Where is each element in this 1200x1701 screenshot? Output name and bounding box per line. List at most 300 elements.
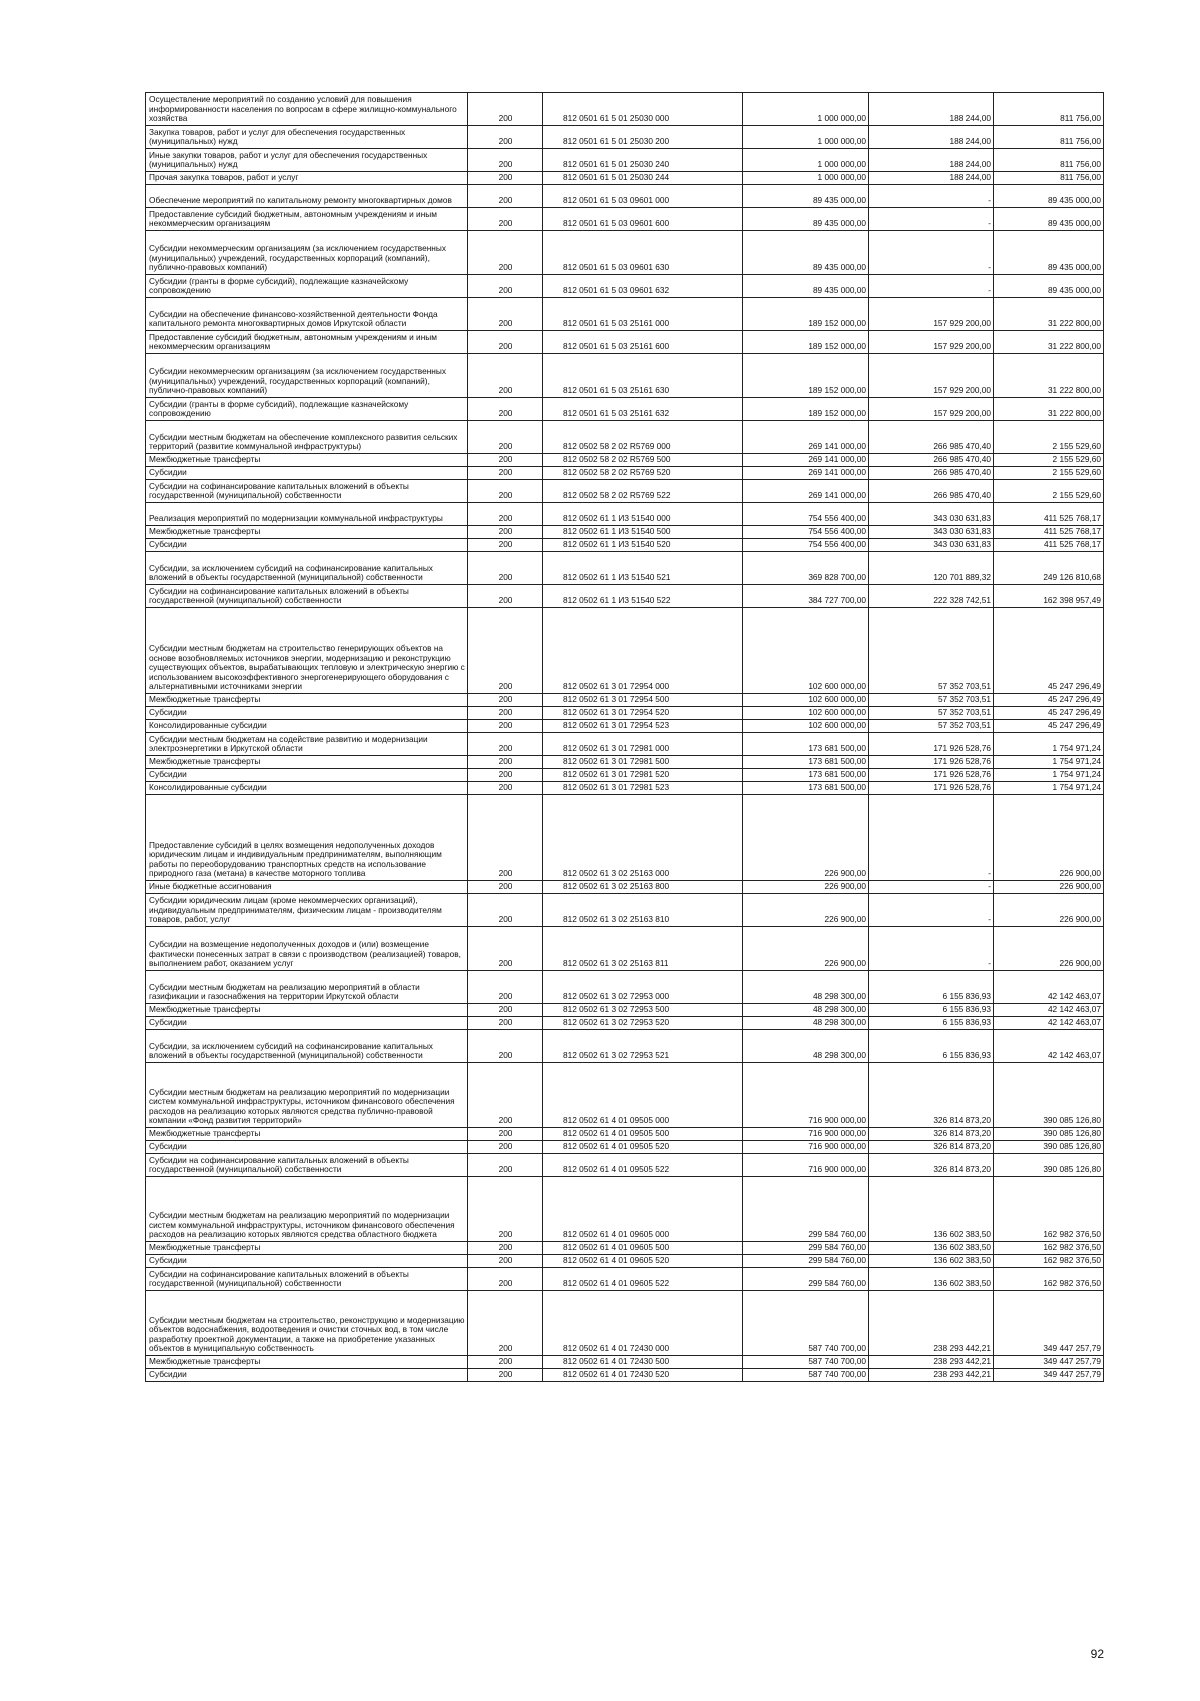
table-row xyxy=(146,733,1104,756)
row-name: Субсидии местным бюджетам на реализацию мероприятий по модернизации систем коммунальной инфраструктуры, источником финансового обеспечения расходов на реализацию которых являются средства областного бюджета xyxy=(146,1177,468,1242)
table-row xyxy=(146,454,1104,467)
row-classification: 812 0502 61 4 01 72430 500 xyxy=(543,1356,743,1369)
row-approved: 299 584 760,00 xyxy=(743,1255,869,1268)
row-classification: 812 0502 58 2 02 R5769 522 xyxy=(543,480,743,503)
row-code: 200 xyxy=(468,795,543,881)
row-approved: 189 152 000,00 xyxy=(743,354,869,398)
row-name: Субсидии на софинансирование капитальных вложений в объекты государственной (муниципальной) собственности xyxy=(146,480,468,503)
row-classification: 812 0502 61 3 01 72954 000 xyxy=(543,608,743,694)
row-approved: 299 584 760,00 xyxy=(743,1268,869,1291)
row-approved: 189 152 000,00 xyxy=(743,298,869,331)
row-approved: 226 900,00 xyxy=(743,927,869,971)
row-approved: 1 000 000,00 xyxy=(743,172,869,185)
row-name: Осуществление мероприятий по созданию условий для повышения информированности населения по вопросам в сфере жилищно-коммунального хозяйства xyxy=(146,93,468,126)
row-executed: 136 602 383,50 xyxy=(869,1268,994,1291)
row-approved: 102 600 000,00 xyxy=(743,608,869,694)
row-name: Обеспечение мероприятий по капитальному ремонту многоквартирных домов xyxy=(146,185,468,208)
table-row xyxy=(146,231,1104,275)
row-name: Субсидии xyxy=(146,769,468,782)
row-executed: 343 030 631,83 xyxy=(869,526,994,539)
row-remainder: 1 754 971,24 xyxy=(994,756,1104,769)
table-row xyxy=(146,354,1104,398)
row-name: Иные закупки товаров, работ и услуг для обеспечения государственных (муниципальных) нужд xyxy=(146,149,468,172)
row-name: Субсидии (гранты в форме субсидий), подлежащие казначейскому сопровождению xyxy=(146,398,468,421)
row-name: Межбюджетные трансферты xyxy=(146,1004,468,1017)
row-approved: 754 556 400,00 xyxy=(743,526,869,539)
row-executed: 238 293 442,21 xyxy=(869,1291,994,1356)
row-classification: 812 0502 61 1 И3 51540 500 xyxy=(543,526,743,539)
row-remainder: 390 085 126,80 xyxy=(994,1141,1104,1154)
row-classification: 812 0502 61 4 01 09605 522 xyxy=(543,1268,743,1291)
row-classification: 812 0502 61 1 И3 51540 522 xyxy=(543,585,743,608)
row-classification: 812 0502 61 4 01 09505 500 xyxy=(543,1128,743,1141)
row-name: Субсидии xyxy=(146,707,468,720)
row-remainder: 2 155 529,60 xyxy=(994,421,1104,454)
row-remainder: 89 435 000,00 xyxy=(994,231,1104,275)
row-approved: 102 600 000,00 xyxy=(743,720,869,733)
table-row xyxy=(146,1017,1104,1030)
row-classification: 812 0502 61 3 01 72981 500 xyxy=(543,756,743,769)
row-remainder: 89 435 000,00 xyxy=(994,275,1104,298)
row-remainder: 226 900,00 xyxy=(994,927,1104,971)
row-code: 200 xyxy=(468,1141,543,1154)
row-approved: 226 900,00 xyxy=(743,881,869,894)
row-classification: 812 0501 61 5 01 25030 244 xyxy=(543,172,743,185)
row-approved: 173 681 500,00 xyxy=(743,769,869,782)
row-executed: 157 929 200,00 xyxy=(869,398,994,421)
row-executed: 326 814 873,20 xyxy=(869,1063,994,1128)
row-name: Субсидии xyxy=(146,467,468,480)
row-remainder: 42 142 463,07 xyxy=(994,1030,1104,1063)
row-name: Субсидии, за исключением субсидий на софинансирование капитальных вложений в объекты государственной (муниципальной) собственности xyxy=(146,1030,468,1063)
table-row xyxy=(146,608,1104,694)
row-classification: 812 0502 61 3 02 25163 810 xyxy=(543,894,743,927)
row-classification: 812 0501 61 5 03 09601 000 xyxy=(543,185,743,208)
table-row xyxy=(146,1141,1104,1154)
row-code: 200 xyxy=(468,526,543,539)
row-approved: 716 900 000,00 xyxy=(743,1128,869,1141)
row-name: Субсидии местным бюджетам на реализацию мероприятий по модернизации систем коммунальной инфраструктуры, источником финансового обеспечения расходов на реализацию которых являются средства публично-правовой компании «Фонд развития территорий» xyxy=(146,1063,468,1128)
row-remainder: 226 900,00 xyxy=(994,881,1104,894)
row-executed: 238 293 442,21 xyxy=(869,1356,994,1369)
row-executed: 6 155 836,93 xyxy=(869,1030,994,1063)
row-remainder: 349 447 257,79 xyxy=(994,1369,1104,1382)
row-code: 200 xyxy=(468,185,543,208)
row-executed: - xyxy=(869,881,994,894)
row-approved: 102 600 000,00 xyxy=(743,707,869,720)
table-row xyxy=(146,149,1104,172)
row-classification: 812 0502 61 3 02 25163 811 xyxy=(543,927,743,971)
table-row xyxy=(146,1291,1104,1356)
row-remainder: 2 155 529,60 xyxy=(994,454,1104,467)
table-row xyxy=(146,172,1104,185)
row-classification: 812 0501 61 5 01 25030 000 xyxy=(543,93,743,126)
row-code: 200 xyxy=(468,552,543,585)
table-row xyxy=(146,1154,1104,1177)
table-row xyxy=(146,782,1104,795)
row-executed: 57 352 703,51 xyxy=(869,694,994,707)
row-approved: 89 435 000,00 xyxy=(743,231,869,275)
table-row xyxy=(146,707,1104,720)
row-remainder: 162 982 376,50 xyxy=(994,1255,1104,1268)
row-classification: 812 0502 61 3 02 72953 500 xyxy=(543,1004,743,1017)
row-approved: 1 000 000,00 xyxy=(743,126,869,149)
row-name: Межбюджетные трансферты xyxy=(146,756,468,769)
table-row xyxy=(146,769,1104,782)
row-classification: 812 0502 61 3 01 72981 000 xyxy=(543,733,743,756)
row-name: Субсидии, за исключением субсидий на софинансирование капитальных вложений в объекты государственной (муниципальной) собственности xyxy=(146,552,468,585)
row-name: Межбюджетные трансферты xyxy=(146,1242,468,1255)
row-remainder: 31 222 800,00 xyxy=(994,331,1104,354)
row-name: Закупка товаров, работ и услуг для обеспечения государственных (муниципальных) нужд xyxy=(146,126,468,149)
row-approved: 754 556 400,00 xyxy=(743,539,869,552)
row-approved: 102 600 000,00 xyxy=(743,694,869,707)
row-classification: 812 0502 61 4 01 09505 000 xyxy=(543,1063,743,1128)
row-executed: 266 985 470,40 xyxy=(869,454,994,467)
table-row xyxy=(146,503,1104,526)
row-executed: - xyxy=(869,231,994,275)
row-code: 200 xyxy=(468,421,543,454)
row-name: Субсидии на софинансирование капитальных вложений в объекты государственной (муниципальной) собственности xyxy=(146,1268,468,1291)
row-approved: 384 727 700,00 xyxy=(743,585,869,608)
table-row xyxy=(146,398,1104,421)
row-approved: 173 681 500,00 xyxy=(743,756,869,769)
row-executed: 266 985 470,40 xyxy=(869,480,994,503)
row-remainder: 226 900,00 xyxy=(994,894,1104,927)
row-executed: 343 030 631,83 xyxy=(869,539,994,552)
row-remainder: 226 900,00 xyxy=(994,795,1104,881)
table-row xyxy=(146,881,1104,894)
row-remainder: 42 142 463,07 xyxy=(994,1004,1104,1017)
row-code: 200 xyxy=(468,398,543,421)
row-name: Субсидии некоммерческим организациям (за исключением государственных (муниципальных) учреждений, государственных корпораций (компаний), публично-правовых компаний) xyxy=(146,354,468,398)
row-classification: 812 0501 61 5 03 09601 632 xyxy=(543,275,743,298)
table-row xyxy=(146,694,1104,707)
expenditure-table xyxy=(145,92,1104,1382)
row-name: Субсидии некоммерческим организациям (за исключением государственных (муниципальных) учреждений, государственных корпораций (компаний), публично-правовых компаний) xyxy=(146,231,468,275)
table-row xyxy=(146,1063,1104,1128)
row-remainder: 45 247 296,49 xyxy=(994,720,1104,733)
row-classification: 812 0502 61 3 02 72953 521 xyxy=(543,1030,743,1063)
row-classification: 812 0502 61 3 01 72954 520 xyxy=(543,707,743,720)
row-code: 200 xyxy=(468,608,543,694)
row-remainder: 349 447 257,79 xyxy=(994,1356,1104,1369)
row-code: 200 xyxy=(468,331,543,354)
table-row xyxy=(146,331,1104,354)
row-classification: 812 0502 61 4 01 09605 520 xyxy=(543,1255,743,1268)
row-name: Межбюджетные трансферты xyxy=(146,694,468,707)
row-classification: 812 0502 61 3 01 72954 523 xyxy=(543,720,743,733)
row-executed: 188 244,00 xyxy=(869,126,994,149)
table-row xyxy=(146,1128,1104,1141)
row-approved: 587 740 700,00 xyxy=(743,1356,869,1369)
row-remainder: 162 982 376,50 xyxy=(994,1177,1104,1242)
row-executed: 57 352 703,51 xyxy=(869,720,994,733)
row-executed: 326 814 873,20 xyxy=(869,1141,994,1154)
row-approved: 1 000 000,00 xyxy=(743,149,869,172)
row-classification: 812 0502 61 3 01 72954 500 xyxy=(543,694,743,707)
row-executed: 120 701 889,32 xyxy=(869,552,994,585)
table-row xyxy=(146,480,1104,503)
row-executed: 6 155 836,93 xyxy=(869,971,994,1004)
row-approved: 48 298 300,00 xyxy=(743,1004,869,1017)
table-row xyxy=(146,795,1104,881)
row-approved: 716 900 000,00 xyxy=(743,1141,869,1154)
table-row xyxy=(146,1268,1104,1291)
row-code: 200 xyxy=(468,1255,543,1268)
row-classification: 812 0502 61 4 01 09505 522 xyxy=(543,1154,743,1177)
row-executed: 136 602 383,50 xyxy=(869,1255,994,1268)
row-name: Субсидии (гранты в форме субсидий), подлежащие казначейскому сопровождению xyxy=(146,275,468,298)
row-executed: 157 929 200,00 xyxy=(869,331,994,354)
row-name: Предоставление субсидий бюджетным, автономным учреждениям и иным некоммерческим организациям xyxy=(146,331,468,354)
row-classification: 812 0502 61 4 01 72430 000 xyxy=(543,1291,743,1356)
row-name: Субсидии xyxy=(146,539,468,552)
row-remainder: 811 756,00 xyxy=(994,149,1104,172)
row-remainder: 2 155 529,60 xyxy=(994,467,1104,480)
row-code: 200 xyxy=(468,149,543,172)
row-code: 200 xyxy=(468,1369,543,1382)
row-approved: 226 900,00 xyxy=(743,894,869,927)
row-remainder: 42 142 463,07 xyxy=(994,1017,1104,1030)
table-row xyxy=(146,421,1104,454)
row-approved: 269 141 000,00 xyxy=(743,467,869,480)
row-remainder: 31 222 800,00 xyxy=(994,298,1104,331)
row-approved: 89 435 000,00 xyxy=(743,208,869,231)
row-name: Субсидии на обеспечение финансово-хозяйственной деятельности Фонда капитального ремонта многоквартирных домов Иркутской области xyxy=(146,298,468,331)
row-classification: 812 0501 61 5 03 25161 632 xyxy=(543,398,743,421)
row-name: Предоставление субсидий в целях возмещения недополученных доходов юридическим лицам и индивидуальным предпринимателям, выполняющим работы по переоборудованию транспортных средств на использование природного газа (метана) в качестве моторного топлива xyxy=(146,795,468,881)
row-classification: 812 0501 61 5 03 25161 630 xyxy=(543,354,743,398)
row-approved: 48 298 300,00 xyxy=(743,1030,869,1063)
table-row xyxy=(146,585,1104,608)
row-remainder: 1 754 971,24 xyxy=(994,769,1104,782)
row-approved: 269 141 000,00 xyxy=(743,454,869,467)
row-code: 200 xyxy=(468,756,543,769)
row-remainder: 42 142 463,07 xyxy=(994,971,1104,1004)
row-classification: 812 0502 61 3 02 72953 520 xyxy=(543,1017,743,1030)
row-remainder: 162 982 376,50 xyxy=(994,1268,1104,1291)
row-approved: 173 681 500,00 xyxy=(743,782,869,795)
table-row xyxy=(146,1177,1104,1242)
row-approved: 299 584 760,00 xyxy=(743,1177,869,1242)
row-approved: 269 141 000,00 xyxy=(743,421,869,454)
table-row xyxy=(146,539,1104,552)
table-row xyxy=(146,971,1104,1004)
row-name: Межбюджетные трансферты xyxy=(146,454,468,467)
row-remainder: 45 247 296,49 xyxy=(994,694,1104,707)
table-row xyxy=(146,1356,1104,1369)
table-row xyxy=(146,1004,1104,1017)
table-row xyxy=(146,1255,1104,1268)
row-classification: 812 0502 61 3 02 72953 000 xyxy=(543,971,743,1004)
row-code: 200 xyxy=(468,694,543,707)
row-executed: 222 328 742,51 xyxy=(869,585,994,608)
table-row xyxy=(146,1242,1104,1255)
row-executed: 266 985 470,40 xyxy=(869,421,994,454)
row-executed: 171 926 528,76 xyxy=(869,756,994,769)
row-executed: 171 926 528,76 xyxy=(869,733,994,756)
row-name: Консолидированные субсидии xyxy=(146,782,468,795)
row-code: 200 xyxy=(468,1268,543,1291)
row-classification: 812 0502 61 3 02 25163 000 xyxy=(543,795,743,881)
row-remainder: 31 222 800,00 xyxy=(994,398,1104,421)
row-remainder: 811 756,00 xyxy=(994,172,1104,185)
row-classification: 812 0502 58 2 02 R5769 520 xyxy=(543,467,743,480)
row-code: 200 xyxy=(468,172,543,185)
table-row xyxy=(146,526,1104,539)
row-code: 200 xyxy=(468,1017,543,1030)
row-executed: 326 814 873,20 xyxy=(869,1128,994,1141)
row-approved: 89 435 000,00 xyxy=(743,275,869,298)
row-classification: 812 0501 61 5 01 25030 240 xyxy=(543,149,743,172)
row-code: 200 xyxy=(468,782,543,795)
row-remainder: 811 756,00 xyxy=(994,93,1104,126)
row-code: 200 xyxy=(468,126,543,149)
row-approved: 587 740 700,00 xyxy=(743,1291,869,1356)
row-code: 200 xyxy=(468,208,543,231)
row-code: 200 xyxy=(468,1128,543,1141)
table-body xyxy=(146,93,1104,1382)
row-name: Субсидии xyxy=(146,1141,468,1154)
row-name: Субсидии на софинансирование капитальных вложений в объекты государственной (муниципальной) собственности xyxy=(146,585,468,608)
row-code: 200 xyxy=(468,454,543,467)
row-remainder: 45 247 296,49 xyxy=(994,608,1104,694)
table-row xyxy=(146,927,1104,971)
row-name: Субсидии xyxy=(146,1255,468,1268)
row-classification: 812 0501 61 5 03 25161 000 xyxy=(543,298,743,331)
row-name: Субсидии местным бюджетам на содействие развитию и модернизации электроэнергетики в Иркутской области xyxy=(146,733,468,756)
page-number: 92 xyxy=(1090,1647,1104,1661)
row-remainder: 811 756,00 xyxy=(994,126,1104,149)
table-row xyxy=(146,756,1104,769)
row-name: Субсидии xyxy=(146,1369,468,1382)
row-code: 200 xyxy=(468,539,543,552)
row-executed: 188 244,00 xyxy=(869,149,994,172)
row-classification: 812 0502 61 3 01 72981 520 xyxy=(543,769,743,782)
row-name: Консолидированные субсидии xyxy=(146,720,468,733)
row-name: Межбюджетные трансферты xyxy=(146,1356,468,1369)
row-code: 200 xyxy=(468,231,543,275)
row-classification: 812 0502 61 3 02 25163 800 xyxy=(543,881,743,894)
row-name: Предоставление субсидий бюджетным, автономным учреждениям и иным некоммерческим организациям xyxy=(146,208,468,231)
row-remainder: 89 435 000,00 xyxy=(994,208,1104,231)
row-code: 200 xyxy=(468,1242,543,1255)
row-approved: 716 900 000,00 xyxy=(743,1154,869,1177)
table-row xyxy=(146,552,1104,585)
row-code: 200 xyxy=(468,894,543,927)
table-row xyxy=(146,467,1104,480)
row-remainder: 411 525 768,17 xyxy=(994,539,1104,552)
row-code: 200 xyxy=(468,467,543,480)
row-code: 200 xyxy=(468,720,543,733)
row-code: 200 xyxy=(468,503,543,526)
row-approved: 269 141 000,00 xyxy=(743,480,869,503)
row-executed: - xyxy=(869,927,994,971)
row-name: Межбюджетные трансферты xyxy=(146,1128,468,1141)
row-classification: 812 0501 61 5 03 09601 630 xyxy=(543,231,743,275)
row-name: Субсидии местным бюджетам на реализацию мероприятий в области газификации и газоснабжения на территории Иркутской области xyxy=(146,971,468,1004)
row-approved: 587 740 700,00 xyxy=(743,1369,869,1382)
table-row xyxy=(146,298,1104,331)
row-approved: 1 000 000,00 xyxy=(743,93,869,126)
row-approved: 716 900 000,00 xyxy=(743,1063,869,1128)
table-row xyxy=(146,208,1104,231)
row-name: Субсидии юридическим лицам (кроме некоммерческих организаций), индивидуальным предпринимателям, физическим лицам - производителям товаров, работ, услуг xyxy=(146,894,468,927)
row-executed: 171 926 528,76 xyxy=(869,782,994,795)
row-executed: 188 244,00 xyxy=(869,172,994,185)
row-code: 200 xyxy=(468,275,543,298)
row-remainder: 411 525 768,17 xyxy=(994,526,1104,539)
row-remainder: 45 247 296,49 xyxy=(994,707,1104,720)
row-executed: 326 814 873,20 xyxy=(869,1154,994,1177)
table-row xyxy=(146,894,1104,927)
row-name: Субсидии на возмещение недополученных доходов и (или) возмещение фактически понесенных затрат в связи с производством (реализацией) товаров, выполнением работ, оказанием услуг xyxy=(146,927,468,971)
row-classification: 812 0502 58 2 02 R5769 500 xyxy=(543,454,743,467)
row-approved: 189 152 000,00 xyxy=(743,331,869,354)
row-executed: 188 244,00 xyxy=(869,93,994,126)
row-name: Субсидии местным бюджетам на строительство генерирующих объектов на основе возобновляемых источников энергии, модернизацию и реконструкцию существующих объектов, вырабатывающих тепловую и электрическую энергию с использованием высокоэффективного энергогенерирующего оборудования с альтернативными источниками энергии xyxy=(146,608,468,694)
row-code: 200 xyxy=(468,1030,543,1063)
row-remainder: 2 155 529,60 xyxy=(994,480,1104,503)
row-classification: 812 0502 61 1 И3 51540 521 xyxy=(543,552,743,585)
row-code: 200 xyxy=(468,1356,543,1369)
row-classification: 812 0502 61 4 01 09605 000 xyxy=(543,1177,743,1242)
row-code: 200 xyxy=(468,971,543,1004)
row-remainder: 162 982 376,50 xyxy=(994,1242,1104,1255)
row-remainder: 390 085 126,80 xyxy=(994,1154,1104,1177)
row-approved: 48 298 300,00 xyxy=(743,1017,869,1030)
row-executed: - xyxy=(869,208,994,231)
row-name: Субсидии местным бюджетам на обеспечение комплексного развития сельских территорий (развитие коммунальной инфраструктуры) xyxy=(146,421,468,454)
row-classification: 812 0502 61 4 01 09605 500 xyxy=(543,1242,743,1255)
row-remainder: 390 085 126,80 xyxy=(994,1063,1104,1128)
row-executed: - xyxy=(869,185,994,208)
row-code: 200 xyxy=(468,354,543,398)
row-code: 200 xyxy=(468,1004,543,1017)
table-row xyxy=(146,1369,1104,1382)
row-executed: 157 929 200,00 xyxy=(869,298,994,331)
row-executed: 238 293 442,21 xyxy=(869,1369,994,1382)
row-code: 200 xyxy=(468,707,543,720)
row-approved: 173 681 500,00 xyxy=(743,733,869,756)
row-code: 200 xyxy=(468,769,543,782)
row-code: 200 xyxy=(468,927,543,971)
row-code: 200 xyxy=(468,480,543,503)
row-executed: 57 352 703,51 xyxy=(869,608,994,694)
row-classification: 812 0501 61 5 03 09601 600 xyxy=(543,208,743,231)
table-row xyxy=(146,275,1104,298)
row-approved: 226 900,00 xyxy=(743,795,869,881)
row-remainder: 1 754 971,24 xyxy=(994,733,1104,756)
row-remainder: 31 222 800,00 xyxy=(994,354,1104,398)
row-classification: 812 0501 61 5 03 25161 600 xyxy=(543,331,743,354)
row-classification: 812 0502 61 3 01 72981 523 xyxy=(543,782,743,795)
row-executed: 266 985 470,40 xyxy=(869,467,994,480)
row-classification: 812 0502 61 1 И3 51540 520 xyxy=(543,539,743,552)
row-executed: - xyxy=(869,894,994,927)
row-approved: 89 435 000,00 xyxy=(743,185,869,208)
row-executed: 343 030 631,83 xyxy=(869,503,994,526)
row-name: Субсидии на софинансирование капитальных вложений в объекты государственной (муниципальной) собственности xyxy=(146,1154,468,1177)
table-row xyxy=(146,1030,1104,1063)
row-code: 200 xyxy=(468,1154,543,1177)
row-approved: 48 298 300,00 xyxy=(743,971,869,1004)
row-executed: - xyxy=(869,275,994,298)
row-remainder: 411 525 768,17 xyxy=(994,503,1104,526)
row-classification: 812 0502 61 1 И3 51540 000 xyxy=(543,503,743,526)
row-remainder: 162 398 957,49 xyxy=(994,585,1104,608)
